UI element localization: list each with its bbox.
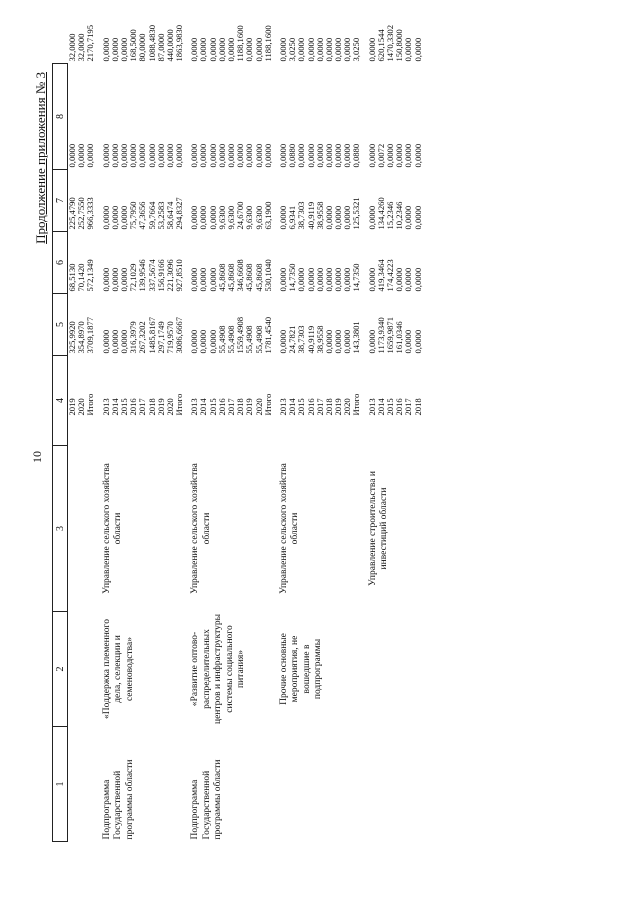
- amount-value: 55,4908: [253, 325, 264, 354]
- amount-value: 0,0880: [287, 143, 298, 168]
- amount-value: 0,0880: [351, 143, 362, 168]
- amount-value: 0,0000: [109, 267, 120, 292]
- amount-value: 0,0000: [323, 267, 334, 292]
- amount-value: 58,6474: [164, 201, 175, 230]
- amount-value: 0,0000: [412, 143, 423, 168]
- amount-value: 0,0000: [155, 143, 166, 168]
- amount-value: 0,0000: [412, 329, 423, 354]
- amount-cell: [190, 170, 273, 232]
- header-row: [53, 64, 68, 842]
- amount-value: 68,5130: [67, 263, 77, 292]
- table-row: 2019 2020 Итого 325,9920 354,8970 3709,1877 68,5130 70,1420 572,1349 225,4790 252,7550 966,3333 0,0000 0,0000 0,0000 32,0000 32,0000 2170,7195: [68, 64, 96, 842]
- amount-cell: [68, 64, 96, 170]
- amount-value: 0,0000: [342, 143, 353, 168]
- year-value: 2014: [109, 398, 120, 416]
- amount-value: 0,0000: [189, 143, 200, 168]
- amount-value: 0,0000: [314, 143, 325, 168]
- amount-value: 927,8510: [174, 259, 185, 292]
- amount-value: 0,0000: [189, 329, 200, 354]
- col-header-3: 3: [53, 446, 68, 612]
- program-cell: Подпрограмма Государственной программы области: [101, 759, 135, 840]
- year-value: 2019: [155, 398, 166, 416]
- amount-value: 0,0000: [366, 205, 377, 230]
- amount-value: 0,0000: [385, 143, 395, 168]
- amount-value: 40,9119: [305, 325, 316, 354]
- year-value: Итого: [262, 393, 273, 416]
- year-value: 2020: [342, 398, 353, 416]
- year-value: 2013: [366, 398, 377, 416]
- amount-value: 0,0000: [366, 267, 377, 292]
- year-value: 2020: [76, 398, 87, 416]
- amount-value: 75,7950: [128, 201, 139, 230]
- measure-cell: Прочие основные мероприятия, не вошедшие в подпрограммы: [278, 633, 324, 705]
- amount-value: 3086,6667: [174, 316, 185, 354]
- table-row: Прочие основные мероприятия, не вошедшие в подпрограммы Управление сельского хозяйства области 2013 2014 2015 2016 2017 2018 2019 2020 Итого 0,0000 24,7821 38,7303 40,9119 38,9558 0,0000 0,0000 0,0000 143,3801 0,0000 14,7350 0,0000 0,0000 0,0000 0,0000 0,0000 0,0000 14,7350 0,0000 6,9341 38,7303 40,9119 38,9558 0,0000 0,0000 0,0000 125,5321 0,0000 0,0880 0,0000 0,0000 0,0000 0,0000 0,0000 0,0000 0,0880 0,0000 3,0250 0,0000 0,0000 0,0000 0,0000 0,0000 0,0000 3,0250: [279, 64, 362, 842]
- amount-value: 0,0000: [253, 143, 264, 168]
- amount-value: 0,0000: [198, 205, 209, 230]
- program-cell: [368, 727, 423, 842]
- amount-value: 125,5321: [351, 197, 362, 230]
- amount-value: 38,9558: [314, 201, 325, 230]
- amount-value: 0,0000: [174, 143, 185, 168]
- amount-value: 0,0000: [100, 205, 111, 230]
- amount-value: 47,3656: [137, 201, 148, 230]
- amount-value: 316,3979: [128, 321, 139, 354]
- amount-cell: [190, 64, 273, 170]
- amount-value: 0,0000: [67, 143, 77, 168]
- executor-cell: Управление сельского хозяйства области: [101, 463, 124, 594]
- year-value: 2018: [412, 398, 423, 416]
- amount-cell: [279, 170, 362, 232]
- amount-value: 0,0000: [333, 205, 344, 230]
- year-value: 2014: [198, 398, 209, 416]
- amount-value: 0,0000: [366, 329, 377, 354]
- amount-value: 55,4908: [226, 325, 236, 354]
- amount-value: 0,0000: [394, 267, 405, 292]
- amount-value: 0,0000: [118, 143, 129, 168]
- page-number: 10: [30, 451, 44, 463]
- amount-value: 38,7303: [296, 201, 307, 230]
- amount-value: 0,0000: [305, 267, 316, 292]
- amount-value: 156,9166: [155, 259, 166, 292]
- amount-cell: [279, 232, 362, 294]
- amount-value: 0,0000: [100, 143, 111, 168]
- amount-value: 325,9920: [67, 321, 77, 354]
- amount-value: 0,0000: [296, 143, 307, 168]
- amount-value: 0,0000: [100, 329, 111, 354]
- executor-cell: [68, 446, 96, 612]
- amount-value: 0,0000: [118, 267, 129, 292]
- amount-value: 0,0000: [146, 143, 157, 168]
- col-header-5: 5: [53, 294, 68, 356]
- amount-value: 45,8608: [216, 263, 227, 292]
- amount-value: 6,9341: [287, 205, 298, 230]
- year-value: 2020: [253, 398, 264, 416]
- amount-cell: [102, 294, 185, 356]
- amount-value: 0,0000: [333, 267, 344, 292]
- year-cell: [68, 356, 96, 446]
- amount-value: 40,9119: [305, 201, 316, 230]
- amount-cell: [279, 294, 362, 356]
- amount-value: 0,0000: [323, 329, 334, 354]
- amount-value: 0,0000: [296, 267, 307, 292]
- amount-value: 0,0000: [118, 205, 129, 230]
- amount-value: 0,0000: [109, 205, 120, 230]
- amount-value: 1781,4540: [262, 316, 273, 354]
- year-value: 2013: [189, 398, 200, 416]
- amount-cell: [368, 294, 423, 356]
- amount-value: 9,6300: [216, 205, 227, 230]
- amount-value: 143,3801: [351, 321, 362, 354]
- amount-value: 9,6300: [253, 205, 264, 230]
- amount-value: 0,0000: [109, 143, 120, 168]
- amount-value: 0,0000: [189, 205, 200, 230]
- table-row: Подпрограмма Государственной программы области «Поддержка племенного дела, селекции и семеноводства» Управление сельского хозяйства области 2013 2014 2015 2016 2017 2018 2019 2020 Итого 0,0000 0,0000 0,0000 316,3979 267,3202 1485,8167 297,1749 719,9570 3086,6667 0,0000 0,0000 0,0000 72,1029 139,9546 337,5674 156,9166 221,3096 927,8510 0,0000 0,0000 0,0000 75,7950 47,3656 59,7664 53,2583 58,6474 294,8327 0,0000 0,0000 0,0000 0,0000 0,0000 0,0000 0,0000 0,0000 0,0000 0,0000 0,0000 0,0000 168,5000 80,0000 1088,4830 87,0000 440,0000 1863,9830: [100, 24, 185, 840]
- col-header-4: 4: [53, 356, 68, 446]
- amount-value: 0,0000: [198, 143, 209, 168]
- amount-value: 1485,8167: [146, 316, 157, 354]
- year-value: 2015: [296, 398, 307, 416]
- amount-value: 530,1040: [262, 259, 273, 292]
- budget-table: [52, 24, 423, 843]
- program-cell: [279, 727, 362, 842]
- year-cell: [368, 356, 423, 446]
- amount-value: 0,0000: [198, 329, 209, 354]
- amount-value: 134,4260: [375, 197, 386, 230]
- year-value: 2016: [305, 398, 316, 416]
- amount-cell: [368, 232, 423, 294]
- year-value: 2014: [287, 398, 298, 416]
- year-value: 2016: [394, 398, 405, 416]
- amount-value: 0,0000: [323, 205, 334, 230]
- amount-value: 0,0000: [235, 143, 246, 168]
- measure-cell: «Развитие оптово-распределительных центров и инфраструктуры системы социального питания»: [190, 613, 247, 725]
- amount-value: 9,6300: [226, 205, 236, 230]
- amount-value: 0,0000: [244, 143, 255, 168]
- amount-value: 267,3202: [137, 321, 148, 354]
- amount-value: 0,0000: [118, 329, 129, 354]
- amount-cell: [68, 232, 96, 294]
- year-cell: [279, 356, 362, 446]
- amount-cell: [68, 294, 96, 356]
- amount-value: 0,0000: [277, 329, 288, 354]
- amount-cell: [368, 64, 423, 170]
- year-value: 2019: [333, 398, 344, 416]
- col-header-6: 6: [53, 232, 68, 294]
- amount-value: 0,0000: [137, 143, 148, 168]
- amount-value: 1173,9340: [375, 317, 386, 354]
- amount-value: 0,0000: [100, 267, 111, 292]
- amount-value: 0,0000: [277, 205, 288, 230]
- year-value: 2020: [164, 398, 175, 416]
- amount-value: 161,0346: [394, 321, 405, 354]
- year-value: 2015: [207, 398, 218, 416]
- amount-value: 55,4908: [244, 325, 255, 354]
- amount-value: 221,3096: [164, 259, 175, 292]
- year-value: 2018: [323, 398, 334, 416]
- amount-value: 0,0000: [207, 143, 218, 168]
- amount-value: 63,1900: [262, 201, 273, 230]
- amount-value: 0,0000: [314, 267, 325, 292]
- year-value: 2014: [375, 398, 386, 416]
- amount-value: 572,1349: [85, 259, 96, 292]
- amount-value: 0,0000: [323, 143, 334, 168]
- amount-value: 24,6700: [235, 201, 246, 230]
- amount-value: 0,0000: [109, 329, 120, 354]
- measure-cell: [368, 612, 423, 727]
- amount-value: 0,0000: [403, 329, 414, 354]
- amount-value: 55,4908: [216, 325, 227, 354]
- amount-cell: [190, 294, 273, 356]
- year-value: 2018: [235, 398, 246, 416]
- amount-value: 0,0000: [226, 143, 236, 168]
- amount-value: 0,0000: [207, 205, 218, 230]
- amount-value: 0,0000: [216, 143, 227, 168]
- amount-value: 0,0000: [76, 143, 87, 168]
- amount-value: 337,5674: [146, 259, 157, 292]
- amount-value: 354,8970: [76, 321, 87, 354]
- year-value: 2013: [100, 398, 111, 416]
- table-row: Подпрограмма Государственной программы области «Развитие оптово-распределительных центров и инфраструктуры системы социального питания» Управление сельского хозяйства области 2013 2014 2015 2016 2017 2018 2019 2020 Итого 0,0000 0,0000 0,0000 55,4908 55,4908 1559,4908 55,4908 55,4908 1781,4540 0,0000 0,0000 0,0000 45,8608 45,8608 346,6608 45,8608 45,8608 530,1040 0,0000 0,0000 0,0000 9,6300 9,6300 24,6700 9,6300 9,6300 63,1900 0,0000 0,0000 0,0000 0,0000 0,0000 0,0000 0,0000 0,0000 0,0000 0,0000 0,0000 0,0000 0,0000 0,0000 1188,1600 0,0000 0,0000 1188,1600: [189, 25, 273, 840]
- executor-cell: Управление сельского хозяйства области: [190, 463, 212, 594]
- year-value: 2016: [216, 398, 227, 416]
- amount-cell: [368, 170, 423, 232]
- amount-value: 0,0000: [85, 143, 96, 168]
- amount-value: 252,7550: [76, 197, 87, 230]
- col-header-8: 8: [53, 64, 68, 170]
- amount-cell: [279, 64, 362, 170]
- amount-value: 0,0000: [412, 205, 423, 230]
- amount-value: 0,0000: [262, 143, 273, 168]
- amount-value: 0,0000: [342, 329, 353, 354]
- amount-value: 24,7821: [287, 325, 298, 354]
- amount-cell: [102, 170, 185, 232]
- year-value: 2018: [146, 398, 157, 416]
- amount-value: 0,0000: [342, 267, 353, 292]
- amount-value: 0,0000: [366, 143, 377, 168]
- amount-value: 0,0072: [375, 143, 386, 168]
- amount-value: 45,8608: [253, 263, 264, 292]
- amount-cell: [102, 64, 185, 170]
- amount-value: 0,0000: [403, 143, 414, 168]
- amount-value: 38,9558: [314, 325, 325, 354]
- table-body: [66, 24, 423, 842]
- year-value: Итого: [174, 393, 185, 416]
- amount-value: 346,6608: [235, 259, 246, 292]
- amount-value: 3709,1877: [85, 316, 96, 354]
- year-value: 2015: [118, 398, 129, 416]
- amount-value: 14,7350: [351, 263, 362, 292]
- year-cell: [102, 356, 185, 446]
- year-value: 2019: [67, 398, 77, 416]
- program-cell: Подпрограмма Государственной программы области: [190, 759, 224, 840]
- year-value: Итого: [351, 393, 362, 416]
- year-value: 2016: [128, 398, 139, 416]
- amount-value: 0,0000: [333, 143, 344, 168]
- amount-value: 59,7664: [146, 201, 157, 230]
- amount-value: 0,0000: [277, 143, 288, 168]
- amount-value: 70,1420: [76, 263, 87, 292]
- amount-value: 15,2346: [385, 201, 395, 230]
- measure-cell: «Поддержка племенного дела, селекции и семеноводства»: [101, 619, 135, 719]
- executor-cell: Управление сельского хозяйства области: [278, 463, 301, 594]
- amount-value: 0,0000: [403, 267, 414, 292]
- continuation-label: Продолжение приложения № 3: [33, 72, 48, 244]
- year-value: 2015: [385, 398, 395, 416]
- amount-value: 174,4223: [385, 259, 395, 292]
- amount-value: 53,2583: [155, 201, 166, 230]
- amount-value: 0,0000: [198, 267, 209, 292]
- amount-value: 0,0000: [128, 143, 139, 168]
- amount-value: 14,7350: [287, 263, 298, 292]
- col-header-2: 2: [53, 612, 68, 727]
- amount-value: 1559,4908: [235, 316, 246, 354]
- amount-value: 225,4790: [67, 197, 77, 230]
- table-row: Управление строительства и инвестиций области 2013 2014 2015 2016 2017 2018 0,0000 1173,9340 1659,9871 161,0346 0,0000 0,0000 0,0000 419,3464 174,4223 0,0000 0,0000 0,0000 0,0000 134,4260 15,2346 10,2346 0,0000 0,0000 0,0000 0,0072 0,0000 0,0000 0,0000 0,0000 0,0000 620,1544 1470,3302 150,8000 0,0000 0,0000: [368, 64, 423, 842]
- amount-value: 0,0000: [333, 329, 344, 354]
- amount-cell: [68, 170, 96, 232]
- amount-value: 139,9546: [137, 259, 148, 292]
- col-header-1: 1: [53, 727, 68, 842]
- col-header-7: 7: [53, 170, 68, 232]
- year-value: Итого: [85, 393, 96, 416]
- amount-cell: [190, 232, 273, 294]
- amount-value: 419,3464: [375, 259, 386, 292]
- year-value: 2017: [403, 398, 414, 416]
- measure-cell: [68, 612, 96, 727]
- year-value: 2013: [277, 398, 288, 416]
- year-cell: [190, 356, 273, 446]
- amount-cell: [102, 232, 185, 294]
- amount-value: 45,8608: [244, 263, 255, 292]
- amount-value: 0,0000: [412, 267, 423, 292]
- amount-value: 0,0000: [189, 267, 200, 292]
- year-value: 2017: [314, 398, 325, 416]
- amount-value: 719,9570: [164, 321, 175, 354]
- amount-value: 45,8608: [226, 263, 236, 292]
- program-cell: [68, 727, 96, 842]
- amount-value: 966,3333: [85, 197, 96, 230]
- amount-value: 0,0000: [207, 267, 218, 292]
- amount-value: 0,0000: [342, 205, 353, 230]
- amount-value: 72,1029: [128, 263, 139, 292]
- amount-value: 297,1749: [155, 321, 166, 354]
- amount-value: 0,0000: [207, 329, 218, 354]
- amount-value: 0,0000: [305, 143, 316, 168]
- amount-value: 0,0000: [164, 143, 175, 168]
- amount-value: 1659,9871: [385, 316, 395, 354]
- year-value: 2017: [226, 398, 236, 416]
- year-value: 2017: [137, 398, 148, 416]
- executor-cell: Управление строительства и инвестиций области: [367, 471, 390, 586]
- amount-value: 0,0000: [277, 267, 288, 292]
- amount-value: 0,0000: [403, 205, 414, 230]
- amount-value: 0,0000: [394, 143, 405, 168]
- amount-value: 9,6300: [244, 205, 255, 230]
- amount-value: 294,8327: [174, 197, 185, 230]
- amount-value: 38,7303: [296, 325, 307, 354]
- year-value: 2019: [244, 398, 255, 416]
- amount-value: 10,2346: [394, 201, 405, 230]
